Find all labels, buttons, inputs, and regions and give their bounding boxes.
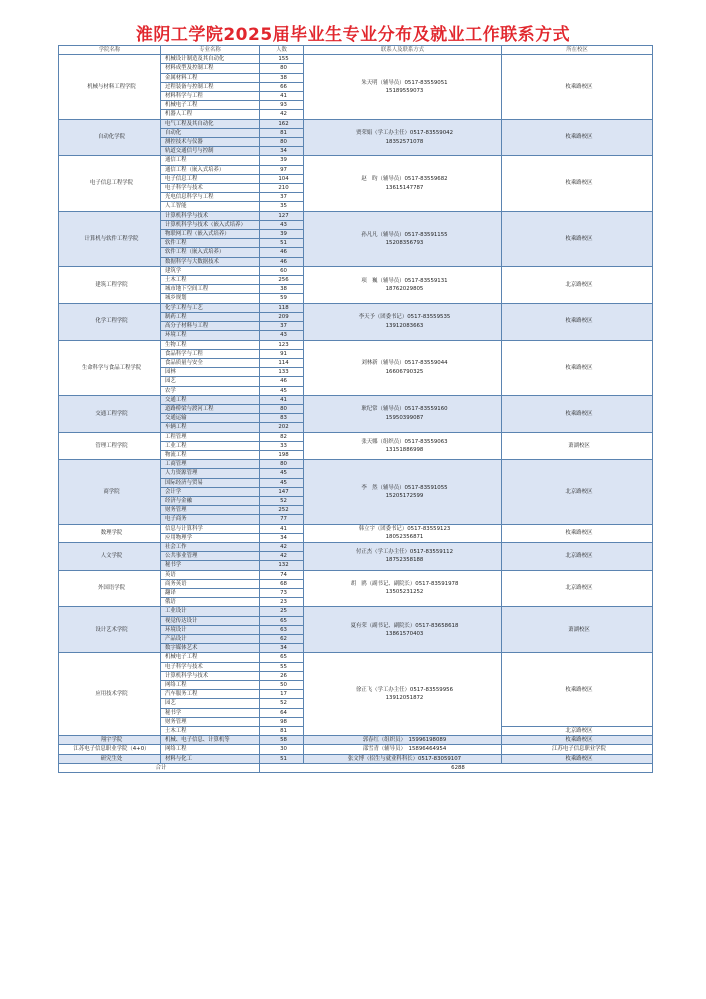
campus-name: 枚乘路校区 [502,653,653,727]
table-row [59,395,653,404]
major-name: 通信工程 [161,156,260,165]
college-name: 机械与材料工程学院 [59,55,161,119]
college-name: 计算机与软件工程学院 [59,211,161,266]
major-name: 工业工程 [161,441,260,450]
major-name: 金属材料工程 [161,73,260,82]
contact-line: 耿纪常（辅导员）0517-83559160 [361,406,448,413]
major-name: 电子信息工程 [161,174,260,183]
student-count: 98 [260,717,304,726]
student-count: 55 [260,662,304,671]
major-name: 计算机科学与技术 [161,211,260,220]
student-count: 42 [260,552,304,561]
college-name: 自动化学院 [59,119,161,156]
major-name: 俄语 [161,598,260,607]
major-name: 材料成型及控制工程 [161,64,260,73]
total-row [59,763,653,772]
contact-line: 15208356793 [385,239,424,246]
contact-line: 刘林新（辅导员）0517-83559044 [361,360,448,367]
major-name: 工商管理 [161,460,260,469]
student-count: 82 [260,432,304,441]
contact-line: 徐正飞（学工办主任）0517-83559956 [355,687,453,694]
table-row [59,460,653,469]
major-name: 电气工程及其自动化 [161,119,260,128]
student-count: 74 [260,570,304,579]
major-name: 应用物理学 [161,533,260,542]
student-count: 46 [260,377,304,386]
contact-line: 15189559073 [385,87,424,94]
major-name: 软件工程 [161,239,260,248]
contact-line: 15205172599 [385,492,424,499]
major-name: 通信工程（嵌入式培养） [161,165,260,174]
contact-line: 18352571078 [385,138,424,145]
student-count: 26 [260,671,304,680]
major-name: 城乡规划 [161,294,260,303]
major-name: 交通工程 [161,395,260,404]
contact-line: 李 然（辅导员）0517-83591055 [361,484,448,491]
college-name: 生命科学与食品工程学院 [59,340,161,395]
student-count: 256 [260,276,304,285]
major-name: 机械电子工程 [161,101,260,110]
student-count: 50 [260,681,304,690]
student-count: 209 [260,312,304,321]
student-count: 45 [260,469,304,478]
contact-line: 张天娜（组织员）0517-83559063 [361,438,448,445]
student-count: 34 [260,644,304,653]
contact-line: 13615147787 [385,184,424,191]
major-name: 秘书学 [161,561,260,570]
campus-name: 枚乘路校区 [502,119,653,156]
college-name: 管理工程学院 [59,432,161,460]
header-college: 学院名称 [59,46,161,55]
contact-line: 13912051872 [385,695,424,702]
major-name: 电子科学与技术 [161,662,260,671]
student-count: 81 [260,727,304,736]
student-count: 210 [260,184,304,193]
student-count: 41 [260,524,304,533]
major-name: 财务管理 [161,717,260,726]
student-count: 43 [260,220,304,229]
contact-info [304,607,502,653]
contact-line: 16606790325 [385,368,424,375]
major-name: 数字媒体艺术 [161,644,260,653]
student-count: 162 [260,119,304,128]
major-name: 产品设计 [161,635,260,644]
student-count: 118 [260,303,304,312]
student-count: 34 [260,533,304,542]
table-row [59,653,653,662]
campus-name: 北京路校区 [502,542,653,570]
table-row [59,432,653,441]
contact-info [304,432,502,460]
major-name: 道路桥梁与渡河工程 [161,404,260,413]
student-count: 133 [260,368,304,377]
student-count: 80 [260,460,304,469]
campus-name: 北京路校区 [502,266,653,303]
campus-name: 萧湖校区 [502,607,653,653]
major-name: 信息与计算科学 [161,524,260,533]
student-count: 83 [260,414,304,423]
major-name: 英语 [161,570,260,579]
table-row [59,156,653,165]
student-count: 80 [260,404,304,413]
major-name: 材料科学与工程 [161,92,260,101]
major-name: 机器人工程 [161,110,260,119]
page-title: 淮阴工学院2025届毕业生专业分布及就业工作联系方式 [135,25,571,45]
total-value: 6288 [260,763,653,772]
student-count: 17 [260,690,304,699]
major-name: 光电信息科学与工程 [161,193,260,202]
contact-info [304,156,502,211]
contact-line: 付正杰（学工办主任）0517-83559112 [355,549,453,556]
college-name: 翔宇学院 [59,736,161,745]
major-name: 财务管理 [161,506,260,515]
major-name: 农学 [161,386,260,395]
student-count: 123 [260,340,304,349]
header-count: 人数 [260,46,304,55]
major-name: 交通运输 [161,414,260,423]
student-count: 80 [260,64,304,73]
major-name: 土木工程 [161,276,260,285]
student-count: 58 [260,736,304,745]
student-count: 68 [260,579,304,588]
contact-line: 15950399087 [385,414,424,421]
major-name: 视觉传达设计 [161,616,260,625]
campus-name: 枚乘路校区 [502,736,653,745]
student-count: 23 [260,598,304,607]
contact-line: 孙凡凡（辅导员）0517-83591155 [361,231,448,238]
contact-line: 13861570403 [385,630,424,637]
student-count: 65 [260,653,304,662]
major-name: 城市地下空间工程 [161,285,260,294]
contact-info: 郭春红（组织员） 15996198089 [304,736,502,745]
student-count: 45 [260,386,304,395]
student-count: 127 [260,211,304,220]
college-name: 数理学院 [59,524,161,542]
contact-info [304,266,502,303]
student-count: 42 [260,542,304,551]
contact-line: 18762029805 [385,285,424,292]
table-row [59,754,653,763]
major-name: 软件工程（嵌入式培养） [161,248,260,257]
college-name: 化学工程学院 [59,303,161,340]
major-name: 环境工程 [161,331,260,340]
contact-info [304,570,502,607]
student-count: 63 [260,625,304,634]
table-row [59,55,653,64]
college-name: 江苏电子信息职业学院（4+0） [59,745,161,754]
major-name: 人工智能 [161,202,260,211]
campus-name: 萧湖校区 [502,432,653,460]
college-name: 人文学院 [59,542,161,570]
table-row [59,340,653,349]
major-name: 数据科学与大数据技术 [161,257,260,266]
contact-info [304,119,502,156]
table-row [59,542,653,551]
contact-info [304,340,502,395]
campus-name: 枚乘路校区 [502,211,653,266]
student-count: 62 [260,635,304,644]
major-name: 汽车服务工程 [161,690,260,699]
major-name: 社会工作 [161,542,260,551]
contact-info [304,460,502,524]
student-count: 46 [260,257,304,266]
college-name: 建筑工程学院 [59,266,161,303]
major-name: 园林 [161,368,260,377]
contact-info [304,55,502,119]
campus-name: 北京路校区 [502,570,653,607]
major-name: 高分子材料与工程 [161,322,260,331]
campus-name: 枚乘路校区 [502,754,653,763]
student-count: 80 [260,138,304,147]
table-row [59,745,653,754]
contact-line: 18752358188 [385,557,424,564]
major-name: 机械、电子信息、计算机等 [161,736,260,745]
college-name: 电子信息工程学院 [59,156,161,211]
campus-name: 北京路校区 [502,460,653,524]
major-name: 自动化 [161,128,260,137]
table-row [59,570,653,579]
major-name: 食品科学与工程 [161,349,260,358]
header-major: 专业名称 [161,46,260,55]
contact-info [304,524,502,542]
campus-name: 枚乘路校区 [502,340,653,395]
campus-name: 枚乘路校区 [502,524,653,542]
college-name: 交通工程学院 [59,395,161,432]
student-count: 45 [260,478,304,487]
college-name: 研究生处 [59,754,161,763]
major-name: 物联网工程（嵌入式培养） [161,230,260,239]
student-count: 51 [260,239,304,248]
student-count: 51 [260,754,304,763]
contact-line: 夏有荣（副书记、副院长）0517-83658618 [350,622,459,629]
student-count: 39 [260,156,304,165]
student-count: 147 [260,487,304,496]
student-count: 30 [260,745,304,754]
contact-line: 13912083663 [385,322,424,329]
student-count: 114 [260,358,304,367]
student-count: 97 [260,165,304,174]
student-count: 198 [260,450,304,459]
major-name: 机械设计制造及其自动化 [161,55,260,64]
contact-line: 胡 鸥（副书记、副院长）0517-83591978 [350,581,459,588]
student-count: 46 [260,248,304,257]
table-row [59,303,653,312]
header-campus: 所在校区 [502,46,653,55]
campus-name: 枚乘路校区 [502,395,653,432]
major-name: 会计学 [161,487,260,496]
major-name: 测控技术与仪器 [161,138,260,147]
major-name: 电子科学与技术 [161,184,260,193]
major-name: 土木工程 [161,727,260,736]
student-count: 59 [260,294,304,303]
major-name: 物流工程 [161,450,260,459]
contact-info: 张文博（招生与就业科科长）0517-83059107 [304,754,502,763]
student-count: 202 [260,423,304,432]
contact-line: 18052356871 [385,534,424,541]
major-name: 工程管理 [161,432,260,441]
major-name: 工业设计 [161,607,260,616]
major-name: 机械电子工程 [161,653,260,662]
student-count: 38 [260,73,304,82]
student-count: 64 [260,708,304,717]
major-name: 计算机科学与技术（嵌入式培养） [161,220,260,229]
major-name: 化学工程与工艺 [161,303,260,312]
contact-line: 13151886998 [385,446,424,453]
major-name: 秘书学 [161,708,260,717]
student-count: 65 [260,616,304,625]
major-name: 生物工程 [161,340,260,349]
student-count: 66 [260,82,304,91]
college-name: 商学院 [59,460,161,524]
major-name: 园艺 [161,699,260,708]
major-name: 轨道交通信号与控制 [161,147,260,156]
major-name: 翻译 [161,588,260,597]
campus-name: 江苏电子信息职业学院 [502,745,653,754]
student-count: 25 [260,607,304,616]
table-row [59,736,653,745]
contact-line: 朱天明（辅导员）0517-83559051 [361,79,448,86]
college-name: 外国语学院 [59,570,161,607]
table-row [59,211,653,220]
major-name: 食品质量与安全 [161,358,260,367]
major-name: 网络工程 [161,745,260,754]
contact-info [304,303,502,340]
major-name: 经济与金融 [161,496,260,505]
contact-info [304,653,502,736]
major-name: 计算机科学与技术 [161,671,260,680]
student-count: 91 [260,349,304,358]
contact-info [304,211,502,266]
major-name: 过程装备与控制工程 [161,82,260,91]
student-count: 33 [260,441,304,450]
contact-info [304,395,502,432]
student-count: 42 [260,110,304,119]
major-name: 环境设计 [161,625,260,634]
student-count: 60 [260,266,304,275]
contact-line: 贾荣娟（学工办主任）0517-83559042 [355,130,453,137]
student-count: 155 [260,55,304,64]
student-count: 73 [260,588,304,597]
major-name: 电子商务 [161,515,260,524]
major-name: 商务英语 [161,579,260,588]
contact-info: 邵雪青（辅导员） 15896464954 [304,745,502,754]
student-count: 41 [260,92,304,101]
major-name: 建筑学 [161,266,260,275]
table-row [59,607,653,616]
table-header-row [59,46,653,55]
student-count: 41 [260,395,304,404]
student-count: 37 [260,322,304,331]
student-count: 34 [260,147,304,156]
campus-name: 枚乘路校区 [502,156,653,211]
major-name: 国际经济与贸易 [161,478,260,487]
contact-line: 项 巍（辅导员）0517-83559131 [361,277,448,284]
major-name: 公共事业管理 [161,552,260,561]
college-name: 设计艺术学院 [59,607,161,653]
table-row [59,119,653,128]
campus-name: 枚乘路校区 [502,303,653,340]
college-name: 应用技术学院 [59,653,161,736]
student-count: 39 [260,230,304,239]
student-count: 132 [260,561,304,570]
contact-line: 13505231252 [385,589,424,596]
student-count: 37 [260,193,304,202]
major-name: 制药工程 [161,312,260,321]
student-count: 252 [260,506,304,515]
student-count: 77 [260,515,304,524]
major-name: 园艺 [161,377,260,386]
student-count: 93 [260,101,304,110]
table-row [59,524,653,533]
major-name: 人力资源管理 [161,469,260,478]
total-label: 合计 [59,763,260,772]
student-count: 35 [260,202,304,211]
major-name: 车辆工程 [161,423,260,432]
contact-info [304,542,502,570]
major-name: 材料与化工 [161,754,260,763]
campus-name: 枚乘路校区 [502,55,653,119]
student-count: 43 [260,331,304,340]
major-name: 网络工程 [161,681,260,690]
contact-line: 李天予（团委书记）0517-83559535 [358,314,451,321]
contact-line: 韩立宇（团委书记）0517-83559123 [358,526,451,533]
student-count: 52 [260,496,304,505]
table-row [59,266,653,275]
student-count: 38 [260,285,304,294]
student-count: 81 [260,128,304,137]
student-count: 104 [260,174,304,183]
student-count: 52 [260,699,304,708]
employment-contact-table [58,45,653,773]
header-contact: 联系人及联系方式 [304,46,502,55]
contact-line: 赵 昀（辅导员）0517-83559682 [361,176,448,183]
table-body [59,55,653,773]
campus-name: 北京路校区 [502,727,653,736]
